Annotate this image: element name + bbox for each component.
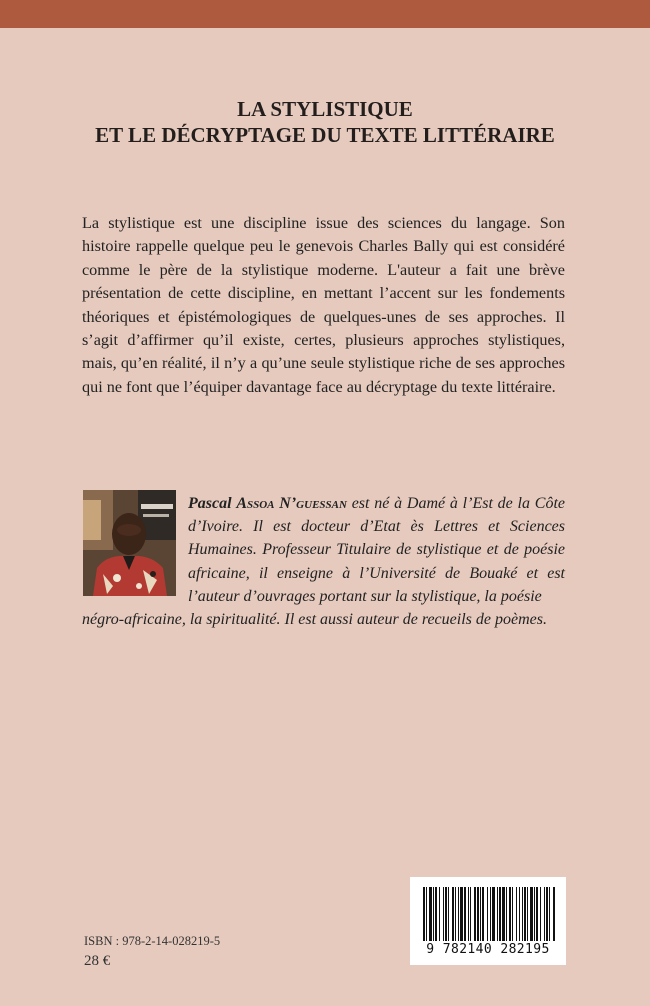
author-first-name: Pascal xyxy=(188,495,232,512)
price-label: 28 € xyxy=(84,953,111,969)
author-last-name: Assoa N’guessan xyxy=(236,495,347,512)
book-title xyxy=(0,96,650,148)
author-photo xyxy=(83,490,176,596)
author-portrait-icon xyxy=(83,490,176,596)
isbn-label: ISBN : 978-2-14-028219-5 xyxy=(84,934,221,948)
author-bio-text: est né à Damé à l’Est de la Côte d’Ivoire. Il est docteur d’Etat ès Lettres et Sciences Humaines. Professeur Titulaire de stylistique et de poésie africaine, il enseigne à l’Université de Bouaké et est l’auteur d’ouvrages portant sur la stylistique, la poésie xyxy=(188,495,566,605)
title-line-1: LA STYLISTIQUE xyxy=(237,97,413,121)
top-color-band xyxy=(0,0,650,28)
title-line-2: ET LE DÉCRYPTAGE DU TEXTE LITTÉRAIRE xyxy=(95,123,555,147)
barcode-digits: 9 782140 282195 xyxy=(426,942,550,957)
author-bio-tail: négro-africaine, la spiritualité. Il est aussi auteur de recueils de poèmes. xyxy=(82,611,547,628)
author-bio xyxy=(188,492,565,608)
book-blurb: La stylistique est une discipline issue des sciences du langage. Son histoire rappelle quelque peu le genevois Charles Bally qui est considéré comme le père de la stylistique moderne. L'auteur a fait une brève présentation de cette discipline, en mettant l’accent sur les fondements théoriques et épistémologiques de quelques-unes de ses approches. Il s’agit d’affirmer qu’il existe, certes, plusieurs approches stylistiques, mais, qu’en réalité, il n’y a qu’une seule stylistique riche de ses approches qui ne font que l’équiper davantage face au décryptage du texte littéraire. xyxy=(82,214,565,396)
barcode xyxy=(410,877,566,965)
